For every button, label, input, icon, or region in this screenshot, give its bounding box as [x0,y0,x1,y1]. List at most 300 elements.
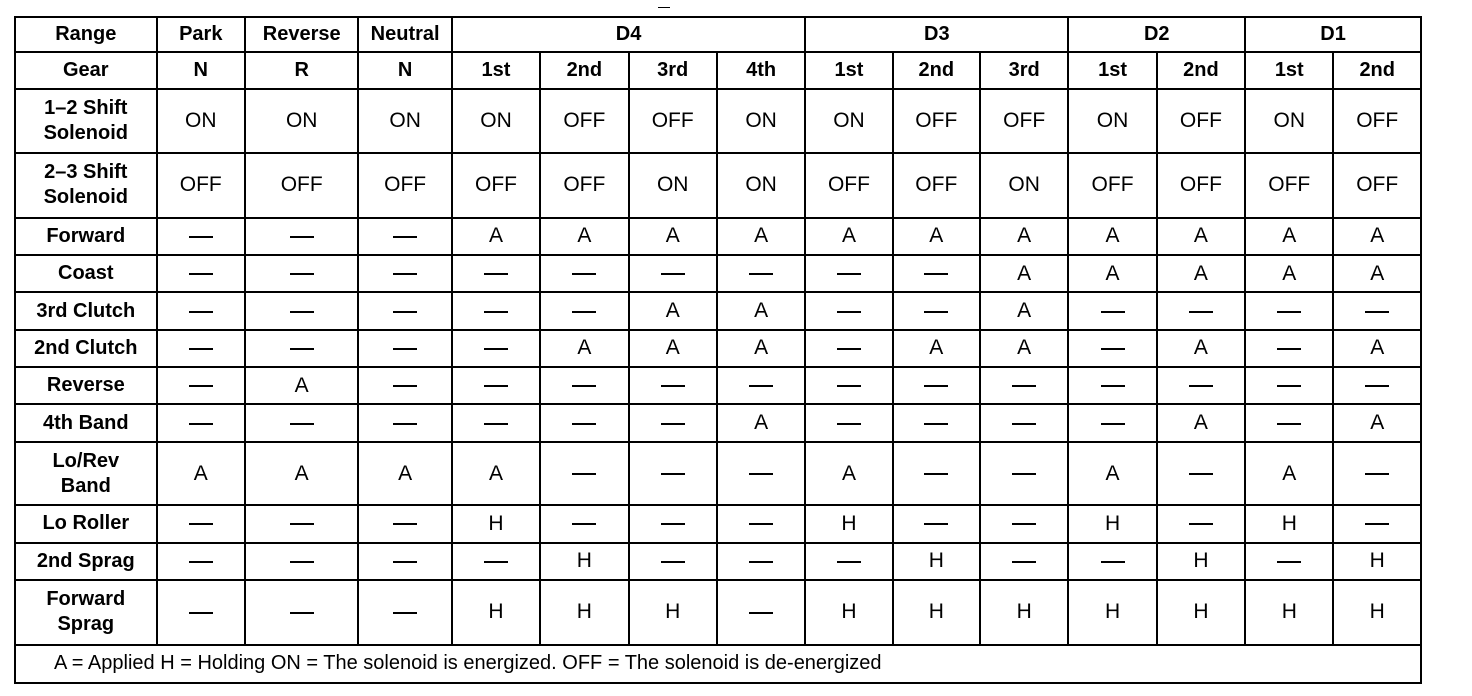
table-row [15,367,1421,404]
table-cell [452,292,540,329]
table-cell [157,292,245,329]
table-cell [893,505,980,542]
not-applied-dash [1365,311,1389,313]
table-cell: H [1333,543,1421,580]
table-cell [893,367,980,404]
not-applied-dash [837,561,861,563]
table-cell: H [452,505,540,542]
row-label: Lo/Rev Band [15,442,157,506]
gear-header: 1st [452,52,540,88]
gear-header: 3rd [629,52,717,88]
table-cell [157,404,245,441]
not-applied-dash [1101,423,1125,425]
table-cell: A [1157,218,1245,255]
not-applied-dash [749,473,773,475]
table-cell: A [805,218,892,255]
not-applied-dash [749,273,773,275]
not-applied-dash [572,473,596,475]
gear-header: 1st [805,52,892,88]
table-cell: A [893,330,980,367]
table-cell [452,255,540,292]
table-cell [540,442,628,506]
table-cell: A [1157,255,1245,292]
not-applied-dash [1012,561,1036,563]
range-header: Reverse [245,17,358,52]
table-cell [980,442,1068,506]
table-cell: OFF [1333,153,1421,218]
table-cell [1333,367,1421,404]
table-cell: H [980,580,1068,645]
not-applied-dash [1277,385,1301,387]
not-applied-dash [1365,523,1389,525]
not-applied-dash [1101,561,1125,563]
not-applied-dash [924,473,948,475]
table-cell [1068,404,1156,441]
table-cell: A [1068,255,1156,292]
table-cell [629,367,717,404]
table-cell [452,404,540,441]
table-cell [717,543,805,580]
not-applied-dash [661,561,685,563]
table-cell [717,367,805,404]
not-applied-dash [1012,473,1036,475]
not-applied-dash [837,423,861,425]
table-cell [629,543,717,580]
table-cell: OFF [805,153,892,218]
table-cell [1333,292,1421,329]
footnote-row [15,645,1421,683]
table-cell: H [893,580,980,645]
table-cell [245,255,358,292]
table-cell: H [1068,505,1156,542]
table-cell [893,404,980,441]
gear-header: 2nd [893,52,980,88]
stray-mark [658,7,670,8]
table-cell: H [540,543,628,580]
not-applied-dash [290,423,314,425]
table-cell: A [540,330,628,367]
not-applied-dash [1101,385,1125,387]
table-cell: ON [1068,89,1156,154]
gear-header: N [157,52,245,88]
range-header: D2 [1068,17,1245,52]
gear-header: N [358,52,451,88]
table-cell: A [540,218,628,255]
table-cell: H [540,580,628,645]
row-label: 1–2 Shift Solenoid [15,89,157,154]
clutch-application-chart [14,16,1422,684]
row-label: 3rd Clutch [15,292,157,329]
not-applied-dash [484,561,508,563]
gear-header: 2nd [1333,52,1421,88]
not-applied-dash [1277,423,1301,425]
gear-header: 1st [1068,52,1156,88]
table-cell: A [1333,330,1421,367]
table-cell: ON [358,89,451,154]
legend-footnote: A = Applied H = Holding ON = The solenoid is energized. OFF = The solenoid is de-energized [15,645,1421,683]
table-cell: A [1245,218,1333,255]
gear-header: 2nd [540,52,628,88]
table-cell [540,255,628,292]
not-applied-dash [749,612,773,614]
table-row [15,255,1421,292]
table-cell [1068,543,1156,580]
table-cell: A [1333,404,1421,441]
table-cell [717,255,805,292]
table-cell: A [629,218,717,255]
not-applied-dash [393,523,417,525]
table-cell: OFF [540,153,628,218]
table-cell [980,543,1068,580]
not-applied-dash [661,385,685,387]
not-applied-dash [572,423,596,425]
gear-header: 4th [717,52,805,88]
table-cell: A [980,292,1068,329]
table-cell: OFF [893,89,980,154]
not-applied-dash [837,348,861,350]
table-cell: A [358,442,451,506]
not-applied-dash [1277,561,1301,563]
table-cell [358,255,451,292]
not-applied-dash [572,273,596,275]
table-cell: H [1333,580,1421,645]
not-applied-dash [572,385,596,387]
table-cell [717,442,805,506]
table-cell [540,292,628,329]
table-row [15,543,1421,580]
table-cell [245,505,358,542]
table-cell: OFF [893,153,980,218]
table-cell: ON [629,153,717,218]
table-cell: A [452,218,540,255]
table-cell: A [1333,255,1421,292]
chart-body [15,17,1421,683]
not-applied-dash [837,311,861,313]
range-header: D3 [805,17,1068,52]
not-applied-dash [393,273,417,275]
table-cell: A [893,218,980,255]
table-cell [358,292,451,329]
table-cell [540,367,628,404]
table-cell [629,505,717,542]
table-cell [717,505,805,542]
table-cell: OFF [1245,153,1333,218]
table-cell: A [1245,255,1333,292]
table-cell [452,543,540,580]
not-applied-dash [749,561,773,563]
table-cell: ON [245,89,358,154]
not-applied-dash [189,311,213,313]
table-cell: H [1245,580,1333,645]
table-row [15,153,1421,218]
not-applied-dash [290,561,314,563]
table-cell [1245,367,1333,404]
table-cell: H [452,580,540,645]
table-cell [805,255,892,292]
not-applied-dash [290,273,314,275]
table-cell: H [805,505,892,542]
not-applied-dash [189,523,213,525]
table-cell [1068,292,1156,329]
not-applied-dash [1012,423,1036,425]
table-cell: ON [452,89,540,154]
table-cell [805,292,892,329]
table-cell: H [1068,580,1156,645]
table-cell [358,580,451,645]
gear-label: Gear [15,52,157,88]
table-cell [245,543,358,580]
not-applied-dash [189,561,213,563]
range-header: D1 [1245,17,1421,52]
not-applied-dash [661,523,685,525]
table-cell [157,367,245,404]
table-cell: OFF [358,153,451,218]
not-applied-dash [1365,473,1389,475]
not-applied-dash [924,523,948,525]
table-cell [157,580,245,645]
table-cell: ON [805,89,892,154]
not-applied-dash [484,311,508,313]
table-cell [1245,543,1333,580]
table-cell: OFF [1157,153,1245,218]
table-row [15,505,1421,542]
not-applied-dash [1277,348,1301,350]
table-cell: H [1245,505,1333,542]
not-applied-dash [189,385,213,387]
not-applied-dash [393,311,417,313]
table-cell: A [1068,218,1156,255]
not-applied-dash [189,273,213,275]
not-applied-dash [290,236,314,238]
table-cell: OFF [245,153,358,218]
not-applied-dash [749,523,773,525]
table-cell: H [1157,580,1245,645]
not-applied-dash [393,423,417,425]
table-cell: A [805,442,892,506]
not-applied-dash [189,236,213,238]
not-applied-dash [661,473,685,475]
table-cell: H [1157,543,1245,580]
table-row [15,330,1421,367]
table-cell [805,330,892,367]
table-cell: H [805,580,892,645]
not-applied-dash [189,348,213,350]
row-label: Reverse [15,367,157,404]
not-applied-dash [1277,311,1301,313]
table-cell [1333,505,1421,542]
row-label: Lo Roller [15,505,157,542]
range-label: Range [15,17,157,52]
not-applied-dash [1189,311,1213,313]
table-cell: A [717,292,805,329]
table-cell: A [245,367,358,404]
gear-header: 2nd [1157,52,1245,88]
not-applied-dash [661,423,685,425]
not-applied-dash [484,348,508,350]
not-applied-dash [1101,348,1125,350]
table-cell [1157,442,1245,506]
not-applied-dash [290,311,314,313]
row-label: 2nd Clutch [15,330,157,367]
row-label: 4th Band [15,404,157,441]
not-applied-dash [924,311,948,313]
gear-header: 1st [1245,52,1333,88]
not-applied-dash [393,561,417,563]
not-applied-dash [290,612,314,614]
not-applied-dash [484,423,508,425]
not-applied-dash [393,236,417,238]
table-row [15,442,1421,506]
row-label: Forward Sprag [15,580,157,645]
table-cell [358,505,451,542]
not-applied-dash [1189,473,1213,475]
table-cell: OFF [157,153,245,218]
table-cell [245,330,358,367]
table-cell: A [980,218,1068,255]
not-applied-dash [1189,523,1213,525]
table-cell [1068,367,1156,404]
table-cell [1068,330,1156,367]
table-cell: H [629,580,717,645]
range-header: Park [157,17,245,52]
table-cell [1245,404,1333,441]
table-cell [245,580,358,645]
table-cell [452,330,540,367]
not-applied-dash [661,273,685,275]
table-cell: OFF [1068,153,1156,218]
not-applied-dash [1365,385,1389,387]
range-header: Neutral [358,17,451,52]
table-cell: A [717,404,805,441]
not-applied-dash [393,348,417,350]
table-cell: A [980,330,1068,367]
table-cell [358,218,451,255]
table-cell [157,505,245,542]
not-applied-dash [924,273,948,275]
not-applied-dash [290,348,314,350]
not-applied-dash [484,273,508,275]
row-label: Coast [15,255,157,292]
table-cell: OFF [1157,89,1245,154]
table-row [15,580,1421,645]
not-applied-dash [749,385,773,387]
table-cell [157,255,245,292]
table-cell [452,367,540,404]
table-cell [893,255,980,292]
not-applied-dash [572,523,596,525]
table-cell: ON [717,89,805,154]
table-cell [980,404,1068,441]
table-cell: A [1157,404,1245,441]
table-cell: A [629,330,717,367]
gear-header: 3rd [980,52,1068,88]
not-applied-dash [189,612,213,614]
table-cell [1333,442,1421,506]
table-cell [540,404,628,441]
table-cell: A [452,442,540,506]
row-label: Forward [15,218,157,255]
table-cell: OFF [452,153,540,218]
table-cell: A [629,292,717,329]
row-label: 2nd Sprag [15,543,157,580]
table-cell [629,442,717,506]
gear-header-row [15,52,1421,88]
table-cell: A [157,442,245,506]
not-applied-dash [1012,523,1036,525]
table-cell [1245,330,1333,367]
table-row [15,89,1421,154]
not-applied-dash [837,385,861,387]
table-cell [245,218,358,255]
table-cell [157,218,245,255]
not-applied-dash [924,385,948,387]
not-applied-dash [1101,311,1125,313]
gear-header: R [245,52,358,88]
table-cell [805,404,892,441]
table-cell [805,367,892,404]
not-applied-dash [1189,385,1213,387]
table-cell [893,442,980,506]
table-cell [717,580,805,645]
table-cell: ON [980,153,1068,218]
table-cell [245,404,358,441]
table-cell [358,404,451,441]
table-cell [1157,367,1245,404]
table-cell [540,505,628,542]
table-cell [358,543,451,580]
table-cell [805,543,892,580]
not-applied-dash [484,385,508,387]
not-applied-dash [189,423,213,425]
table-cell [245,292,358,329]
not-applied-dash [393,612,417,614]
table-cell: ON [157,89,245,154]
table-cell: A [717,218,805,255]
not-applied-dash [1012,385,1036,387]
table-cell: A [1333,218,1421,255]
table-cell: A [1245,442,1333,506]
table-cell: OFF [1333,89,1421,154]
table-row [15,218,1421,255]
table-cell: A [1157,330,1245,367]
not-applied-dash [837,273,861,275]
not-applied-dash [924,423,948,425]
table-row [15,404,1421,441]
table-cell [1157,505,1245,542]
table-cell [358,330,451,367]
range-header-row [15,17,1421,52]
table-cell: H [893,543,980,580]
table-cell [358,367,451,404]
table-cell: A [717,330,805,367]
table-cell [1245,292,1333,329]
table-cell [157,330,245,367]
table-cell [893,292,980,329]
table-cell [629,255,717,292]
range-header: D4 [452,17,805,52]
not-applied-dash [393,385,417,387]
table-cell: A [980,255,1068,292]
table-cell [980,367,1068,404]
table-cell: OFF [540,89,628,154]
table-cell: ON [717,153,805,218]
table-row [15,292,1421,329]
table-cell: ON [1245,89,1333,154]
row-label: 2–3 Shift Solenoid [15,153,157,218]
table-cell [1157,292,1245,329]
not-applied-dash [572,311,596,313]
table-cell: A [245,442,358,506]
